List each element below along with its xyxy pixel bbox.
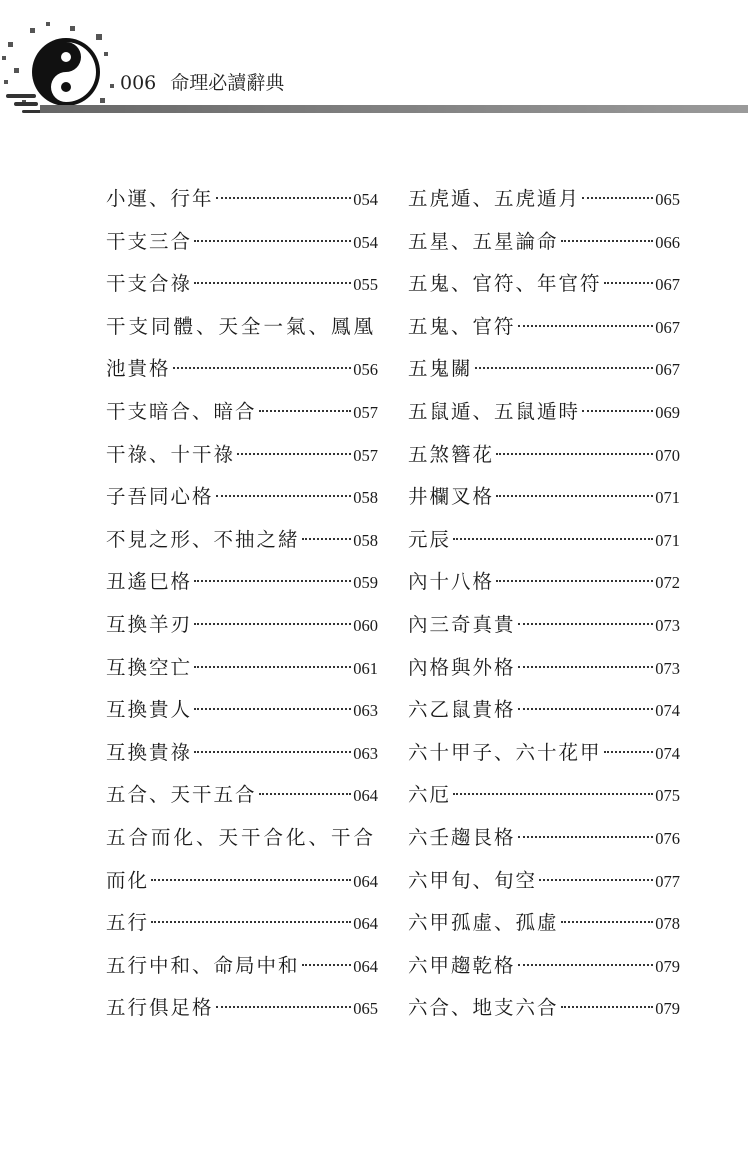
- toc-entry: [106, 391, 378, 434]
- toc-entry: [408, 689, 680, 732]
- toc-entry-page: 055: [353, 275, 378, 295]
- toc-entry-page: 073: [655, 615, 680, 635]
- dot-leader: [518, 623, 654, 625]
- toc-entry-page: 078: [655, 914, 680, 934]
- toc-entry-page: 060: [353, 615, 378, 635]
- toc-entry-page: 054: [353, 190, 378, 209]
- toc-entry-page: 074: [655, 743, 680, 763]
- toc-entry-page: 064: [353, 956, 378, 976]
- toc-entry-page: 067: [655, 317, 680, 337]
- toc-entry-page: 056: [353, 360, 378, 380]
- dot-leader: [496, 453, 653, 455]
- dot-leader: [582, 410, 653, 412]
- toc-entry: [106, 860, 378, 903]
- dot-leader: [194, 623, 351, 625]
- toc-entry: [106, 647, 378, 690]
- toc-entry-label: 五煞簪花: [408, 442, 495, 466]
- toc-entry-page: 066: [655, 232, 680, 252]
- toc-entry-label: 干祿、十干祿: [106, 442, 236, 466]
- toc-entry-label: 五鬼、官符: [408, 314, 516, 338]
- toc-entry-page: 063: [353, 701, 378, 721]
- dot-leader: [259, 410, 352, 412]
- toc-entry-label: 六壬趨艮格: [408, 825, 516, 849]
- toc-entry-page: 071: [655, 488, 680, 508]
- dot-leader: [237, 453, 351, 455]
- toc-entry: [106, 902, 378, 945]
- toc-entry-page: 067: [655, 275, 680, 295]
- toc-entry: [408, 263, 680, 306]
- dot-leader: [216, 1006, 352, 1008]
- toc-entry-label: 五合、天干五合: [106, 783, 257, 807]
- toc-entry: [106, 434, 378, 477]
- toc-entry: [408, 348, 680, 391]
- toc-entry-label: 五行俱足格: [106, 996, 214, 1020]
- toc-entry: [408, 434, 680, 477]
- page-number: 006: [120, 72, 157, 94]
- toc-entry: [408, 987, 680, 1030]
- toc-entry: [106, 945, 378, 988]
- dot-leader: [259, 793, 352, 795]
- toc-entry-page: 075: [655, 786, 680, 806]
- toc-entry-label: 互換羊刃: [106, 612, 193, 636]
- dot-leader: [582, 197, 653, 199]
- toc-entry: [106, 178, 378, 221]
- toc-entry-label: 子吾同心格: [106, 485, 214, 509]
- toc-entry: [106, 774, 378, 817]
- toc-entry-label: 六乙鼠貴格: [408, 698, 516, 722]
- toc-entry-label: 五合而化、天干合化、干合: [106, 825, 377, 849]
- dot-leader: [518, 708, 654, 710]
- toc-entry-page: 059: [353, 573, 378, 593]
- toc-entry: [408, 476, 680, 519]
- toc-entry: [408, 945, 680, 988]
- toc-entry: [408, 902, 680, 945]
- toc-entry-label: 五鬼、官符、年官符: [408, 272, 602, 296]
- toc-entry: [106, 348, 378, 391]
- toc-entry-label: 六厄: [408, 783, 452, 807]
- toc-entry-label: 不見之形、不抽之緒: [106, 527, 300, 551]
- toc-entry: [106, 817, 378, 860]
- toc-entry-page: 074: [655, 701, 680, 721]
- dot-leader: [561, 921, 654, 923]
- dot-leader: [518, 666, 654, 668]
- dot-leader: [561, 1006, 654, 1008]
- toc-entry-page: 070: [655, 445, 680, 465]
- toc-entry-page: 061: [353, 658, 378, 678]
- toc-entry: [106, 732, 378, 775]
- toc-entry: [408, 817, 680, 860]
- toc-entry-page: 065: [353, 999, 378, 1019]
- toc-entry: [408, 604, 680, 647]
- toc-entry-page: 073: [655, 658, 680, 678]
- dot-leader: [173, 367, 352, 369]
- dot-leader: [194, 240, 351, 242]
- toc-entry: [408, 561, 680, 604]
- toc-entry-label: 干支暗合、暗合: [106, 399, 257, 423]
- toc-entry-label: 六甲趨乾格: [408, 953, 516, 977]
- dot-leader: [604, 751, 654, 753]
- toc-entry: [408, 391, 680, 434]
- toc-entry-label: 六甲孤虛、孤虛: [408, 911, 559, 935]
- dot-leader: [194, 751, 351, 753]
- toc-entry-page: 065: [655, 190, 680, 209]
- dot-leader: [151, 879, 351, 881]
- toc-entry-label: 內十八格: [408, 570, 495, 594]
- dot-leader: [496, 580, 653, 582]
- toc-entry-page: 054: [353, 232, 378, 252]
- toc-entry-page: 069: [655, 402, 680, 422]
- dot-leader: [216, 197, 352, 199]
- toc-entry-label: 五行: [106, 911, 150, 935]
- toc-entry: [408, 860, 680, 903]
- toc-entry-page: 057: [353, 445, 378, 465]
- toc-entry: [408, 306, 680, 349]
- toc-entry: [106, 519, 378, 562]
- toc-entry: [408, 732, 680, 775]
- dot-leader: [518, 325, 654, 327]
- dot-leader: [302, 964, 352, 966]
- toc-entry-page: 077: [655, 871, 680, 891]
- toc-entry-label: 互換空亡: [106, 655, 193, 679]
- toc-entry-page: 079: [655, 956, 680, 976]
- toc-entry: [106, 987, 378, 1030]
- dot-leader: [604, 282, 654, 284]
- dot-leader: [194, 580, 351, 582]
- toc-entry: [106, 263, 378, 306]
- dot-leader: [453, 793, 653, 795]
- toc-entry-label: 六十甲子、六十花甲: [408, 740, 602, 764]
- dot-leader: [475, 367, 654, 369]
- dot-leader: [194, 708, 351, 710]
- toc-entry-label: 元辰: [408, 527, 452, 551]
- toc-column-right: [408, 178, 680, 1030]
- toc-entry-page: 064: [353, 786, 378, 806]
- toc-entry: [408, 647, 680, 690]
- toc-entry-label: 干支同體、天全一氣、鳳凰: [106, 314, 377, 338]
- toc-entry-page: 076: [655, 828, 680, 848]
- toc-entry-label: 井欄叉格: [408, 485, 495, 509]
- toc-entry: [106, 221, 378, 264]
- toc-entry-label: 六合、地支六合: [408, 996, 559, 1020]
- toc-entry-label: 干支三合: [106, 229, 193, 253]
- toc-entry-page: 072: [655, 573, 680, 593]
- toc-entry: [106, 689, 378, 732]
- toc-entry-label: 五鬼關: [408, 357, 473, 381]
- dot-leader: [151, 921, 351, 923]
- header-title: [120, 68, 284, 95]
- toc-entry: [408, 774, 680, 817]
- header-rule: [40, 105, 748, 113]
- dot-leader: [561, 240, 654, 242]
- toc-entry-label: 內三奇真貴: [408, 612, 516, 636]
- dot-leader: [453, 538, 653, 540]
- page-header: [0, 0, 748, 130]
- dot-leader: [194, 282, 351, 284]
- toc-entry-page: 063: [353, 743, 378, 763]
- dot-leader: [518, 836, 654, 838]
- toc-entry: [408, 519, 680, 562]
- toc-entry-label: 五行中和、命局中和: [106, 953, 300, 977]
- toc-entry-label: 丑遙巳格: [106, 570, 193, 594]
- toc-entry-page: 057: [353, 402, 378, 422]
- toc-entry-page: 067: [655, 360, 680, 380]
- dot-leader: [518, 964, 654, 966]
- dot-leader: [496, 495, 653, 497]
- toc-entry-page: 058: [353, 530, 378, 550]
- toc-entry-label: 五星、五星論命: [408, 229, 559, 253]
- toc-entry: [106, 306, 378, 349]
- toc-entry-label: 互換貴祿: [106, 740, 193, 764]
- toc-entry-label: 池貴格: [106, 357, 171, 381]
- toc-column-left: [106, 178, 378, 1030]
- toc-entry-page: 071: [655, 530, 680, 550]
- toc-entry: [106, 476, 378, 519]
- dot-leader: [302, 538, 352, 540]
- toc-entry-page: 079: [655, 999, 680, 1019]
- toc-entry-label: 干支合祿: [106, 272, 193, 296]
- book-title: 命理必讀辭典: [170, 72, 285, 94]
- dot-leader: [539, 879, 653, 881]
- toc-entry-label: 五虎遁、五虎遁月: [408, 187, 581, 210]
- toc-entry: [106, 561, 378, 604]
- toc-entry-page: 064: [353, 871, 378, 891]
- toc-entry-label: 六甲旬、旬空: [408, 868, 538, 892]
- toc-entry-label: 小運、行年: [106, 187, 214, 210]
- toc-entry-label: 而化: [106, 868, 150, 892]
- toc-entry-label: 互換貴人: [106, 698, 193, 722]
- dot-leader: [194, 666, 351, 668]
- toc-entry: [408, 221, 680, 264]
- toc-entry: [106, 604, 378, 647]
- toc-entry-label: 內格與外格: [408, 655, 516, 679]
- toc-entry-page: 058: [353, 488, 378, 508]
- dot-leader: [216, 495, 352, 497]
- toc-entry: [408, 178, 680, 221]
- toc-entry-label: 五鼠遁、五鼠遁時: [408, 399, 581, 423]
- toc-entry-page: 064: [353, 914, 378, 934]
